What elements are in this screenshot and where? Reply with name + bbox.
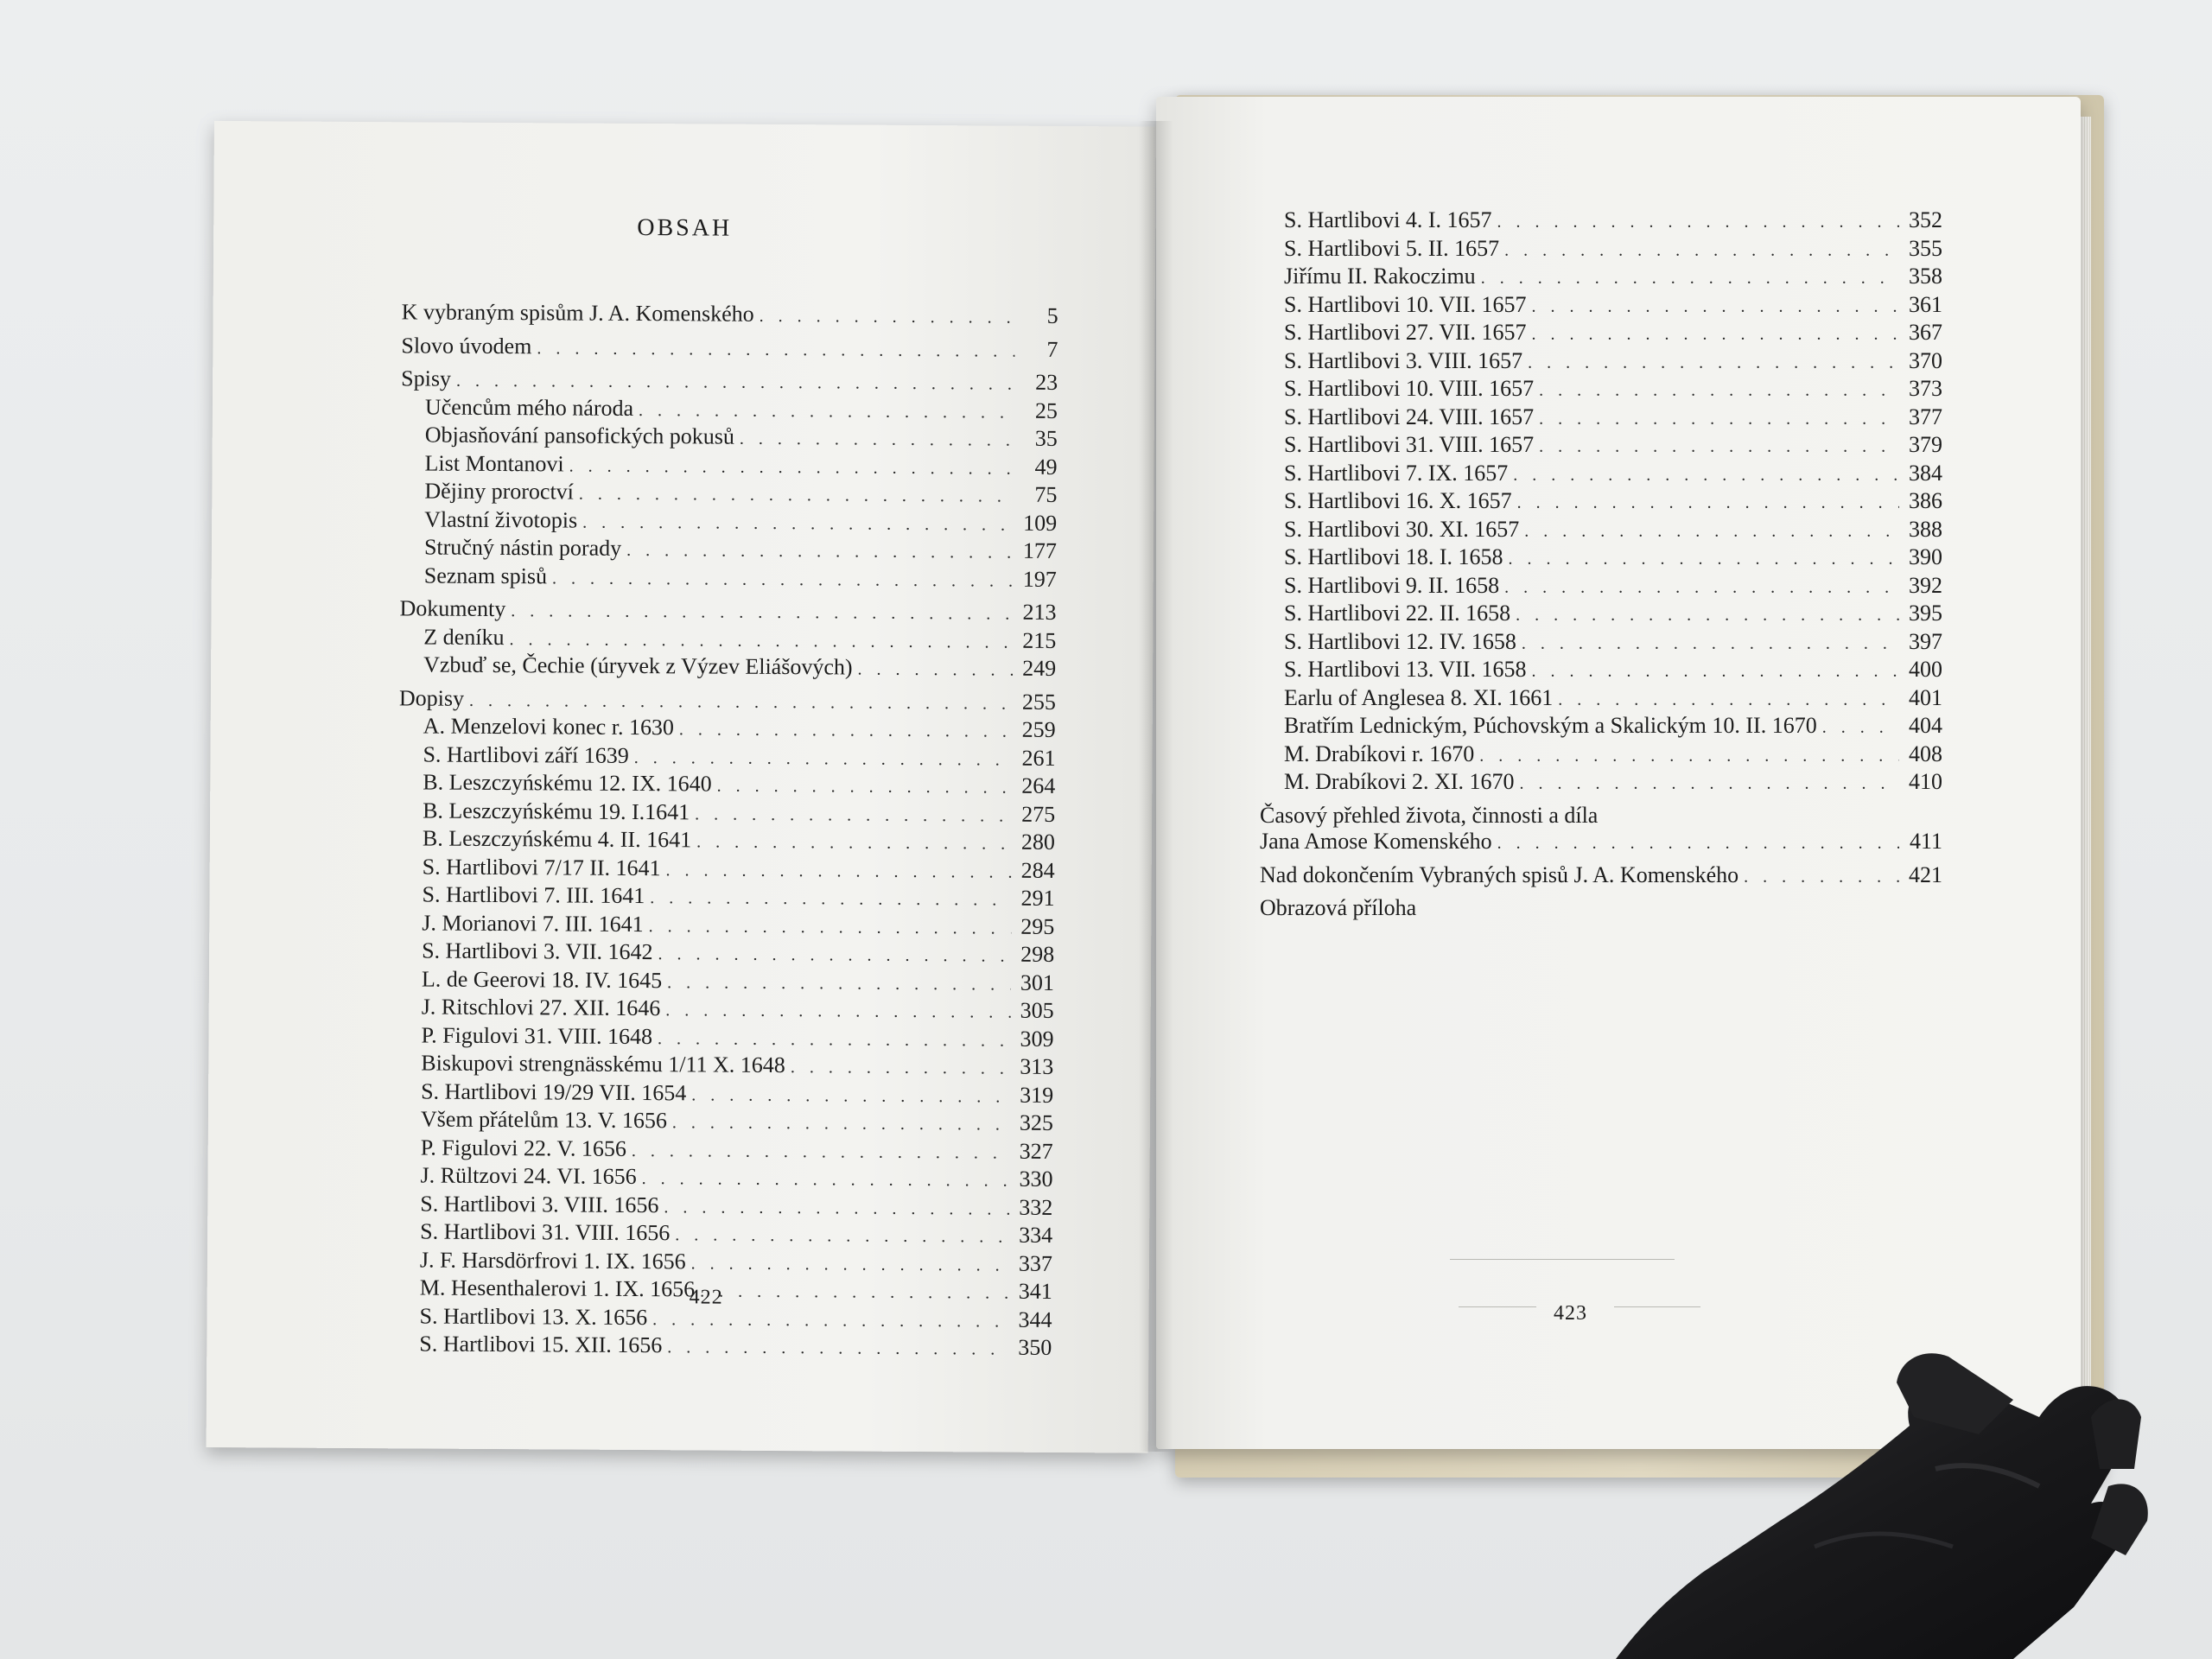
leader-dots	[1497, 830, 1899, 857]
toc-entry-title: Všem přátelům 13. V. 1656	[420, 1106, 668, 1134]
toc-entry	[1260, 601, 1942, 629]
toc-entry-title: Z deníku	[423, 623, 505, 650]
leader-dots	[579, 482, 1014, 511]
toc-entry-page: 404	[1909, 713, 1942, 738]
toc-entry-title: Stručný nástin porady	[423, 534, 622, 561]
toc-entry-page: 280	[1020, 829, 1056, 855]
toc-entry-page: 373	[1909, 376, 1942, 401]
toc-entry	[395, 1303, 1052, 1335]
toc-entry-page: 291	[1020, 885, 1055, 911]
page-number-left: 422	[689, 1286, 723, 1309]
toc-entry	[398, 798, 1055, 830]
toc-entry	[1260, 404, 1942, 433]
leader-dots	[1528, 350, 1899, 377]
toc-entry	[396, 1191, 1052, 1223]
toc-entry	[400, 534, 1057, 566]
toc-entry	[1260, 657, 1942, 685]
book-gutter	[1139, 121, 1173, 1452]
toc-entry	[401, 333, 1058, 365]
toc-entry	[401, 422, 1058, 454]
leader-dots	[1504, 238, 1899, 264]
toc-entry	[1260, 803, 1942, 830]
toc-entry	[399, 713, 1056, 745]
toc-entry-page: 305	[1020, 997, 1054, 1023]
leader-dots	[791, 1055, 1011, 1082]
toc-entry	[1260, 573, 1942, 601]
toc-entry	[1260, 292, 1942, 321]
toc-entry-page: 327	[1019, 1138, 1053, 1164]
leader-dots	[691, 1251, 1009, 1279]
leader-dots	[1522, 631, 1899, 658]
page-title: OBSAH	[637, 213, 733, 242]
leader-dots	[658, 942, 1011, 969]
toc-entry-title: S. Hartlibovi 3. VIII. 1657	[1284, 347, 1523, 373]
toc-entry-title: Dokumenty	[399, 595, 506, 622]
leader-dots	[552, 566, 1014, 594]
toc-entry-title: Dějiny proroctví	[424, 478, 575, 505]
toc-entry-title: Objasňování pansofických pokusů	[424, 422, 735, 449]
toc-entry-title: S. Hartlibovi 3. VII. 1642	[422, 938, 653, 965]
toc-entry-page: 295	[1020, 913, 1055, 939]
toc-entry-title: List Montanovi	[424, 449, 564, 476]
toc-entry	[1260, 862, 1942, 891]
toc-entry-title: J. F. Harsdörfrovi 1. IX. 1656	[419, 1246, 686, 1274]
leader-dots	[658, 1027, 1011, 1054]
toc-entry-page: 421	[1909, 861, 1942, 887]
toc-entry-title: Nad dokončením Vybraných spisů J. A. Komenského	[1260, 861, 1739, 887]
leader-dots	[700, 1279, 1009, 1306]
toc-entry	[396, 1162, 1052, 1194]
toc-entry	[397, 938, 1054, 969]
leader-dots	[667, 1335, 1008, 1363]
toc-entry	[398, 769, 1055, 801]
toc-entry-page: 395	[1909, 601, 1942, 626]
toc-entry-title: B. Leszczyńskému 12. IX. 1640	[423, 769, 712, 797]
toc-entry-page: 75	[1034, 481, 1058, 507]
leader-dots	[582, 510, 1014, 538]
toc-entry-page: 367	[1909, 320, 1942, 345]
toc-entry-page: 330	[1019, 1166, 1053, 1192]
left-page	[207, 121, 1156, 1453]
toc-entry-page: 275	[1021, 801, 1056, 827]
toc-entry-title: S. Hartlibovi 22. II. 1658	[1284, 601, 1511, 626]
toc-entry-title: S. Hartlibovi 12. IV. 1658	[1284, 628, 1516, 654]
leader-dots	[1531, 294, 1899, 321]
leader-dots	[691, 1083, 1010, 1110]
toc-entry-page: 361	[1909, 291, 1942, 317]
leader-dots	[1497, 209, 1900, 236]
toc-entry-title: S. Hartlibovi 13. VII. 1658	[1284, 657, 1527, 682]
faint-rule	[1459, 1306, 1536, 1307]
toc-entry-title: S. Hartlibovi 19/29 VII. 1654	[421, 1077, 687, 1105]
toc-entry	[1260, 207, 1942, 236]
toc-entry-page: 261	[1021, 745, 1056, 771]
toc-entry-page: 259	[1021, 716, 1056, 742]
toc-entry-page: 390	[1909, 544, 1942, 569]
toc-entry-title: Vlastní životopis	[424, 505, 578, 533]
leader-dots	[1531, 658, 1899, 685]
leader-dots	[537, 336, 1014, 365]
leader-dots	[672, 1110, 1010, 1138]
leader-dots	[1539, 406, 1899, 433]
toc-entry-page: 401	[1909, 684, 1942, 710]
toc-entry	[397, 994, 1054, 1026]
leader-dots	[456, 369, 1014, 397]
toc-entry-page: 386	[1909, 488, 1942, 513]
toc-entry-page: 332	[1019, 1194, 1053, 1220]
toc-entry	[1260, 713, 1942, 741]
toc-entry-page: 313	[1020, 1053, 1054, 1079]
toc-entry-page: 23	[1035, 369, 1058, 395]
leader-dots	[632, 1138, 1010, 1166]
leader-dots	[717, 774, 1013, 802]
toc-entry-title: S. Hartlibovi 31. VIII. 1657	[1284, 432, 1535, 457]
toc-entry	[1260, 769, 1942, 798]
toc-entry	[1260, 376, 1942, 404]
toc-entry-page: 35	[1034, 425, 1058, 451]
toc-entry-page: 213	[1022, 599, 1057, 625]
toc-entry	[397, 966, 1054, 998]
leader-dots	[696, 830, 1012, 857]
toc-entry-title: S. Hartlibovi 13. X. 1656	[419, 1302, 648, 1330]
toc-entry	[396, 1218, 1052, 1250]
leader-dots	[642, 1166, 1010, 1194]
toc-entry-page: 388	[1909, 516, 1942, 542]
toc-entry	[1260, 432, 1942, 461]
leader-dots	[639, 398, 1014, 426]
toc-entry-title: Obrazová příloha	[1260, 895, 1417, 920]
leader-dots	[509, 627, 1013, 656]
leader-dots	[664, 1195, 1009, 1223]
leader-dots	[667, 970, 1011, 998]
toc-entry	[400, 478, 1057, 510]
toc-entry-page: 411	[1909, 829, 1942, 854]
toc-entry-title: Jana Amose Komenského	[1260, 829, 1492, 854]
toc-entry-title: Dopisy	[398, 684, 465, 711]
toc-entry-page: 397	[1909, 628, 1942, 654]
leader-dots	[1744, 864, 1899, 891]
toc-entry	[397, 910, 1054, 942]
toc-entry-page: 49	[1034, 454, 1058, 480]
toc-entry	[402, 299, 1058, 331]
toc-entry-title: Earlu of Anglesea 8. XI. 1661	[1284, 684, 1554, 710]
toc-entry	[398, 741, 1055, 773]
toc-entry-title: M. Drabíkovi 2. XI. 1670	[1284, 769, 1515, 794]
leader-dots	[650, 886, 1011, 913]
toc-entry-title: P. Figulovi 22. V. 1656	[420, 1134, 627, 1161]
toc-entry-title: S. Hartlibovi 15. XII. 1656	[419, 1331, 663, 1358]
toc-entry	[1260, 517, 1942, 545]
toc-entry-page: 400	[1909, 657, 1942, 682]
toc-entry-title: S. Hartlibovi 27. VII. 1657	[1284, 320, 1527, 345]
toc-entry	[395, 1331, 1052, 1363]
toc-entry	[400, 450, 1057, 482]
toc-entry	[1260, 348, 1942, 377]
toc-entry-title: Slovo úvodem	[401, 332, 532, 359]
toc-entry	[1260, 236, 1942, 264]
toc-entry-page: 301	[1020, 969, 1055, 995]
toc-entry-page: 249	[1022, 655, 1057, 681]
toc-entry	[399, 595, 1056, 627]
toc-entry-title: S. Hartlibovi 7. III. 1641	[422, 881, 645, 909]
toc-entry	[396, 1247, 1052, 1279]
toc-entry-title: Vzbuď se, Čechie (úryvek z Výzev Eliášových)	[423, 652, 853, 680]
leader-dots	[740, 427, 1014, 454]
toc-entry-page: 284	[1020, 857, 1055, 883]
page-number-right: 423	[1554, 1302, 1587, 1325]
toc-entry-title: M. Hesenthalerovi 1. IX. 1656	[419, 1274, 696, 1302]
toc-entry-title: L. de Geerovi 18. IV. 1645	[421, 965, 663, 993]
toc-entry-page: 309	[1020, 1026, 1054, 1052]
toc-entry-page: 410	[1909, 769, 1942, 794]
toc-entry	[401, 365, 1058, 397]
leader-dots	[649, 914, 1012, 942]
toc-entry-page: 319	[1020, 1082, 1054, 1108]
toc-right	[1260, 207, 1942, 922]
toc-left	[395, 299, 1058, 1363]
toc-entry	[1260, 829, 1942, 857]
toc-entry-page: 358	[1909, 264, 1942, 289]
toc-entry-title: J. Ritschlovi 27. XII. 1646	[421, 994, 661, 1021]
leader-dots	[469, 688, 1013, 716]
leader-dots	[1509, 546, 1900, 573]
toc-entry-title: S. Hartlibovi 4. I. 1657	[1284, 207, 1492, 232]
toc-entry	[398, 825, 1055, 857]
leader-dots	[1531, 321, 1899, 348]
leader-dots	[634, 745, 1013, 772]
leader-dots	[695, 802, 1012, 830]
toc-entry	[398, 854, 1055, 886]
leader-dots	[1822, 715, 1899, 741]
toc-entry-title: A. Menzelovi konec r. 1630	[423, 713, 675, 741]
toc-entry-page: 377	[1909, 404, 1942, 429]
leader-dots	[1519, 771, 1899, 798]
toc-entry-page: 379	[1909, 432, 1942, 457]
toc-entry-title: B. Leszczyńskému 4. II. 1641	[422, 825, 692, 853]
toc-entry	[401, 394, 1058, 426]
toc-entry-page: 177	[1022, 537, 1058, 563]
toc-entry	[397, 881, 1054, 913]
toc-entry-title: S. Hartlibovi 30. XI. 1657	[1284, 516, 1520, 542]
toc-entry-title: S. Hartlibovi září 1639	[423, 741, 629, 768]
toc-entry-title: Seznam spisů	[423, 562, 548, 588]
toc-entry	[399, 652, 1056, 683]
leader-dots	[760, 304, 1015, 331]
toc-entry-title: S. Hartlibovi 10. VIII. 1657	[1284, 376, 1535, 401]
toc-entry-page: 5	[1046, 302, 1058, 328]
leader-dots	[1513, 462, 1899, 489]
toc-entry-title: S. Hartlibovi 7/17 II. 1641	[422, 853, 661, 880]
toc-entry-page: 370	[1909, 347, 1942, 373]
toc-entry-title: K vybraným spisům J. A. Komenského	[401, 299, 754, 327]
toc-entry	[1260, 629, 1942, 658]
toc-entry-page: 384	[1909, 460, 1942, 486]
toc-entry-page: 264	[1021, 772, 1056, 798]
leader-dots	[1504, 575, 1899, 601]
leader-dots	[1516, 602, 1899, 629]
toc-entry-page: 255	[1021, 689, 1057, 715]
toc-entry	[399, 685, 1056, 717]
toc-entry-title: S. Hartlibovi 5. II. 1657	[1284, 235, 1500, 261]
leader-dots	[665, 858, 1011, 886]
toc-entry-page: 344	[1018, 1306, 1052, 1332]
toc-entry-title: S. Hartlibovi 31. VIII. 1656	[420, 1218, 671, 1246]
toc-entry-title: S. Hartlibovi 7. IX. 1657	[1284, 460, 1509, 486]
toc-entry-title: J. Morianovi 7. III. 1641	[422, 909, 644, 937]
toc-entry-title: S. Hartlibovi 9. II. 1658	[1284, 572, 1500, 598]
leader-dots	[1539, 378, 1899, 404]
toc-entry-title: J. Rültzovi 24. VI. 1656	[420, 1162, 637, 1190]
leader-dots	[1479, 743, 1899, 770]
toc-entry	[1260, 461, 1942, 489]
toc-entry-page: 392	[1909, 572, 1942, 598]
toc-entry	[400, 506, 1057, 538]
toc-entry-page: 341	[1018, 1278, 1052, 1304]
toc-entry-title: M. Drabíkovi r. 1670	[1284, 741, 1475, 766]
toc-entry	[400, 563, 1057, 594]
toc-entry-title: Učencům mého národa	[424, 393, 634, 421]
leader-dots	[679, 717, 1013, 745]
toc-entry	[397, 1106, 1053, 1138]
toc-entry	[397, 1050, 1053, 1082]
leader-dots	[665, 998, 1011, 1026]
leader-dots	[652, 1307, 1009, 1335]
leader-dots	[626, 538, 1014, 566]
toc-entry-title: S. Hartlibovi 16. X. 1657	[1284, 488, 1512, 513]
toc-entry	[1260, 264, 1942, 292]
toc-entry	[397, 1078, 1053, 1110]
toc-entry	[1260, 685, 1942, 714]
leader-dots	[1539, 434, 1899, 461]
toc-entry-title: Spisy	[401, 365, 452, 391]
toc-entry	[1260, 544, 1942, 573]
toc-entry-title: S. Hartlibovi 24. VIII. 1657	[1284, 404, 1535, 429]
toc-entry	[397, 1135, 1053, 1166]
leader-dots	[1558, 687, 1899, 714]
faint-rule	[1614, 1306, 1700, 1307]
toc-entry	[1260, 741, 1942, 770]
leader-dots	[857, 658, 1013, 684]
toc-entry-page: 352	[1909, 207, 1942, 232]
leader-dots	[675, 1223, 1009, 1250]
toc-entry-title: S. Hartlibovi 10. VII. 1657	[1284, 291, 1527, 317]
toc-entry	[396, 1274, 1052, 1306]
toc-entry-page: 337	[1018, 1250, 1053, 1276]
toc-entry-page: 350	[1018, 1334, 1052, 1360]
toc-entry-page: 7	[1046, 336, 1058, 362]
toc-entry	[397, 1022, 1053, 1054]
toc-entry	[1260, 488, 1942, 517]
toc-entry-title: Časový přehled života, činnosti a díla	[1260, 802, 1599, 828]
toc-entry-page: 25	[1034, 397, 1058, 423]
toc-entry-page: 109	[1023, 510, 1058, 536]
toc-entry-page: 355	[1909, 235, 1942, 261]
toc-entry-title: S. Hartlibovi 3. VIII. 1656	[420, 1190, 659, 1217]
leader-dots	[1481, 265, 1899, 292]
toc-entry-page: 325	[1019, 1109, 1054, 1135]
toc-entry-page: 215	[1022, 627, 1057, 653]
toc-entry	[399, 624, 1056, 656]
toc-entry-title: Biskupovi strengnässkému 1/11 X. 1648	[421, 1050, 785, 1078]
toc-entry-title: B. Leszczyńskému 19. I.1641	[423, 797, 690, 824]
leader-dots	[569, 454, 1014, 482]
leader-dots	[511, 599, 1013, 627]
toc-entry-title: S. Hartlibovi 18. I. 1658	[1284, 544, 1503, 569]
leader-dots	[1524, 518, 1899, 545]
toc-entry-page: 197	[1022, 566, 1057, 592]
right-page	[1156, 97, 2081, 1449]
toc-entry-page: 334	[1019, 1222, 1053, 1248]
toc-entry-title: Jiřímu II. Rakoczimu	[1284, 264, 1476, 289]
leader-dots	[1517, 490, 1899, 517]
toc-entry-page: 298	[1020, 941, 1055, 967]
toc-entry-page: 408	[1909, 741, 1942, 766]
toc-entry	[1260, 895, 1942, 922]
faint-rule	[1450, 1259, 1675, 1260]
toc-entry	[1260, 320, 1942, 348]
toc-entry-title: P. Figulovi 31. VIII. 1648	[421, 1021, 653, 1049]
toc-entry-title: Bratřím Lednickým, Púchovským a Skalickým 10. II. 1670	[1284, 713, 1817, 738]
